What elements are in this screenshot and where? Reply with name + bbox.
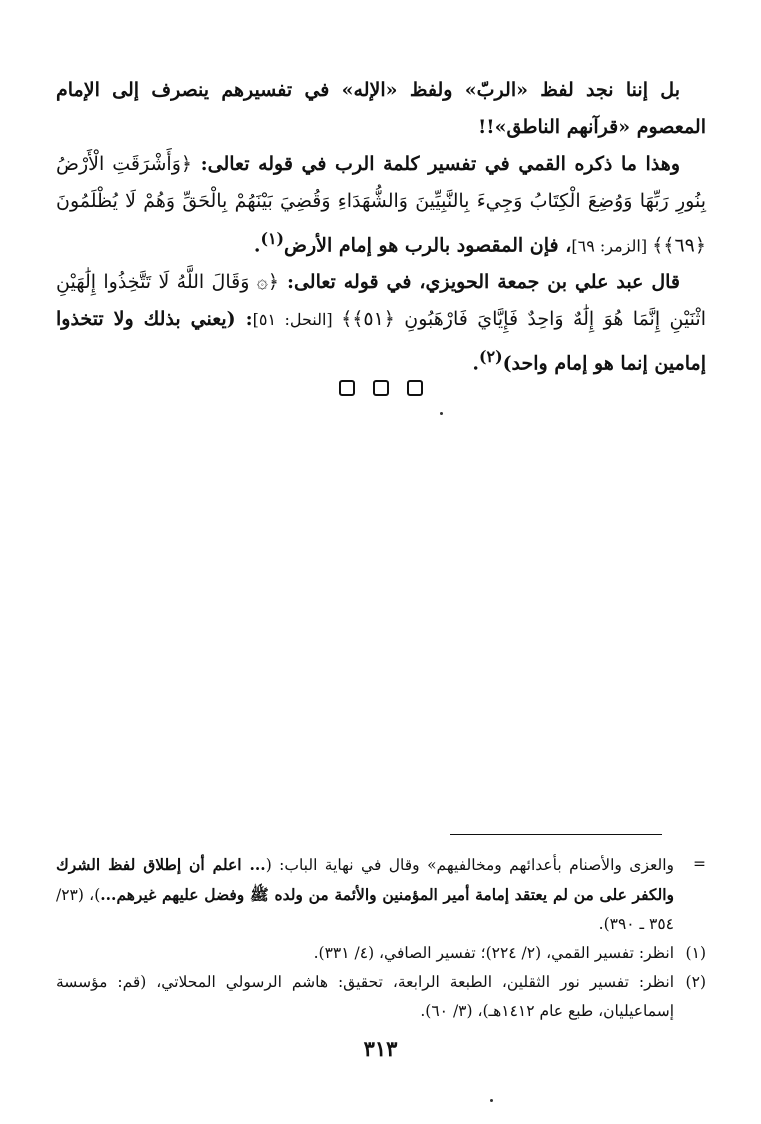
verse-reference-nahl: [النحل: ٥١] [252,310,342,330]
paragraph-3-end: . [472,352,480,375]
paragraph-3 [56,264,706,382]
quran-verse-nahl: ﴿۞ وَقَالَ اللَّهُ لَا تَتَّخِذُوا إِلَٰهَيْنِ اثْنَيْنِ إِنَّمَا هُوَ إِلَٰهٌ وَاحِدٌ فَإِيَّايَ فَارْهَبُونِ ﴿٥١﴾﴾ [56,271,706,331]
footnote-1-text: انظر: تفسير القمي، (٢/ ٢٢٤)؛ تفسير الصافي، (٤/ ٣٣١). [313,944,674,962]
continuation-text-end: )، (٢٣/ ٣٥٤ ـ ٣٩٠). [56,886,674,933]
paragraph-3-lead: قال عبد علي بن جمعة الحويزي، في قوله تعالى: [279,271,680,294]
paragraph-3-tail: : (يعني بذلك ولا تتخذوا إمامين إنما هو إمام واحد) [56,308,706,375]
footnote-2-text: انظر: تفسير نور الثقلين، الطبعة الرابعة، تحقيق: هاشم الرسولي المحلاتي، (قم: مؤسسة إسماعيليان، طبع عام ١٤١٢هـ)، (٣/ ٦٠). [56,973,674,1020]
separator-square-icon [407,380,423,396]
print-speck [490,1099,493,1102]
separator-square-icon [373,380,389,396]
separator-square-icon [339,380,355,396]
continuation-mark: = [693,855,706,873]
page-number: ٣١٣ [363,1036,398,1061]
continuation-text-bold: ... اعلم أن إطلاق لفظ الشرك والكفر على من لم يعتقد إمامة أمير المؤمنين والأئمة من ولده ﷺ وفضل عليهم غيرهم... [56,855,675,904]
paragraph-1-text: بل إننا نجد لفظ «الربّ» ولفظ «الإله» في تفسيرهم ينصرف إلى الإمام المعصوم «قرآنهم الناطق»!! [56,79,706,138]
footnote-2 [56,968,706,1026]
paragraph-2-end: . [253,234,261,257]
continuation-text [56,850,674,939]
continuation-text-plain: والعزى والأصنام بأعدائهم ومخالفيهم» وقال في نهاية الباب: ( [265,856,674,874]
footnote-divider [450,834,662,835]
paragraph-2 [56,146,706,264]
footnote-continuation [56,850,706,939]
paragraph-2-tail: ، فإن المقصود بالرب هو إمام الأرض [283,234,572,257]
footnotes [56,850,706,1026]
paragraph-1 [56,72,706,146]
main-text [56,72,706,383]
print-speck [440,412,443,415]
verse-reference-zumar: [الزمر: ٦٩] [571,236,653,256]
footnote-marker-2[interactable]: (٢) [479,347,503,367]
paragraph-2-lead: وهذا ما ذكره القمي في تفسير كلمة الرب في قوله تعالى: [192,153,680,175]
footnote-1-number: (١) [685,944,706,962]
section-separator [0,380,761,400]
footnote-1 [56,939,706,968]
footnote-marker-1[interactable]: (١) [260,229,284,248]
footnote-2-number: (٢) [685,973,706,991]
quran-verse-zumar: ﴿وَأَشْرَقَتِ الْأَرْضُ بِنُورِ رَبِّهَا وَوُضِعَ الْكِتَابُ وَجِيءَ بِالنَّبِيِّينَ وَالشُّهَدَاءِ وَقُضِيَ بَيْنَهُمْ بِالْحَقِّ وَهُمْ لَا يُظْلَمُونَ ﴿٦٩﴾﴾ [56,153,706,257]
